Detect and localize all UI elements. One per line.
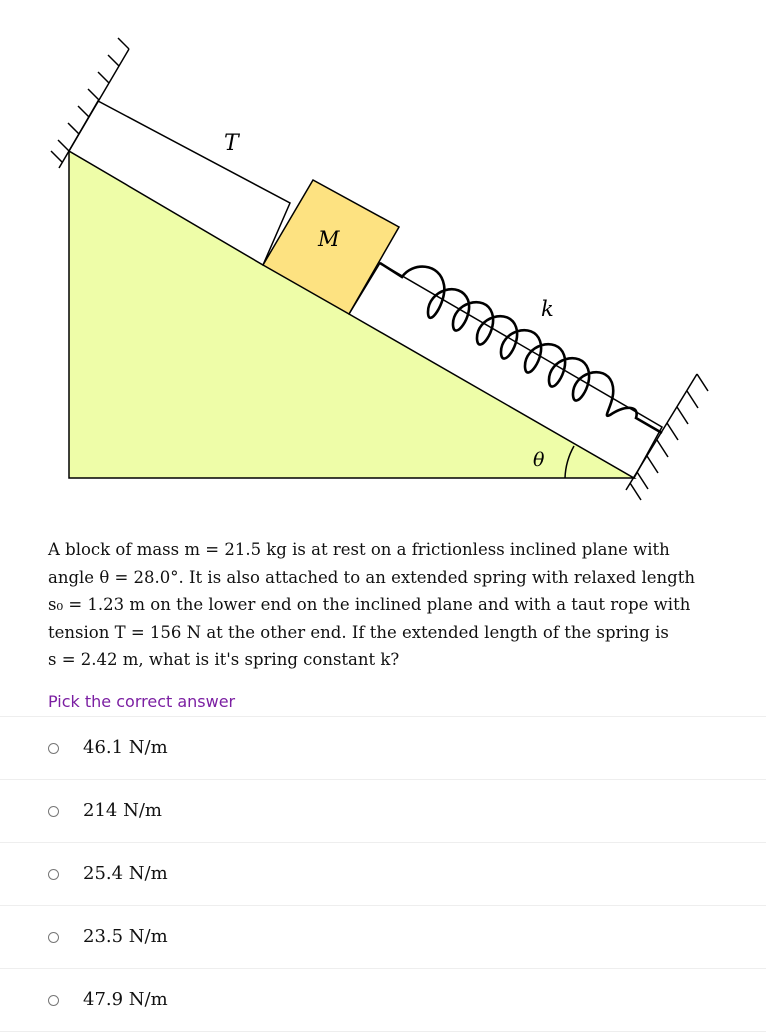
tension-label: T — [224, 131, 239, 156]
pick-answer-prompt: Pick the correct answer — [48, 692, 236, 711]
angle-label: θ — [533, 449, 545, 471]
answer-label: 23.5 N/m — [83, 926, 168, 947]
spring-constant-label: k — [541, 297, 554, 321]
question-line: tension T = 156 N at the other end. If the extended length of the spring is — [48, 622, 669, 642]
answer-label: 46.1 N/m — [83, 737, 168, 758]
answer-option[interactable] — [0, 843, 766, 906]
question-text — [48, 536, 718, 674]
radio-icon[interactable] — [48, 743, 59, 754]
answer-option[interactable] — [0, 969, 766, 1032]
answer-options — [0, 716, 766, 1032]
answer-option[interactable] — [0, 717, 766, 780]
answer-option[interactable] — [0, 906, 766, 969]
radio-icon[interactable] — [48, 995, 59, 1006]
answer-label: 47.9 N/m — [83, 989, 168, 1010]
answer-option[interactable] — [0, 780, 766, 843]
question-line: angle θ = 28.0°. It is also attached to an extended spring with relaxed length — [48, 567, 695, 587]
question-line: A block of mass m = 21.5 kg is at rest on a frictionless inclined plane with — [48, 540, 670, 559]
radio-icon[interactable] — [48, 806, 59, 817]
radio-icon[interactable] — [48, 932, 59, 943]
mass-label: M — [318, 227, 340, 251]
question-line: s = 2.42 m, what is it's spring constant k? — [48, 650, 400, 669]
radio-icon[interactable] — [48, 869, 59, 880]
answer-label: 25.4 N/m — [83, 863, 168, 884]
answer-label: 214 N/m — [83, 800, 162, 821]
question-line: s₀ = 1.23 m on the lower end on the inclined plane and with a taut rope with — [48, 595, 691, 614]
